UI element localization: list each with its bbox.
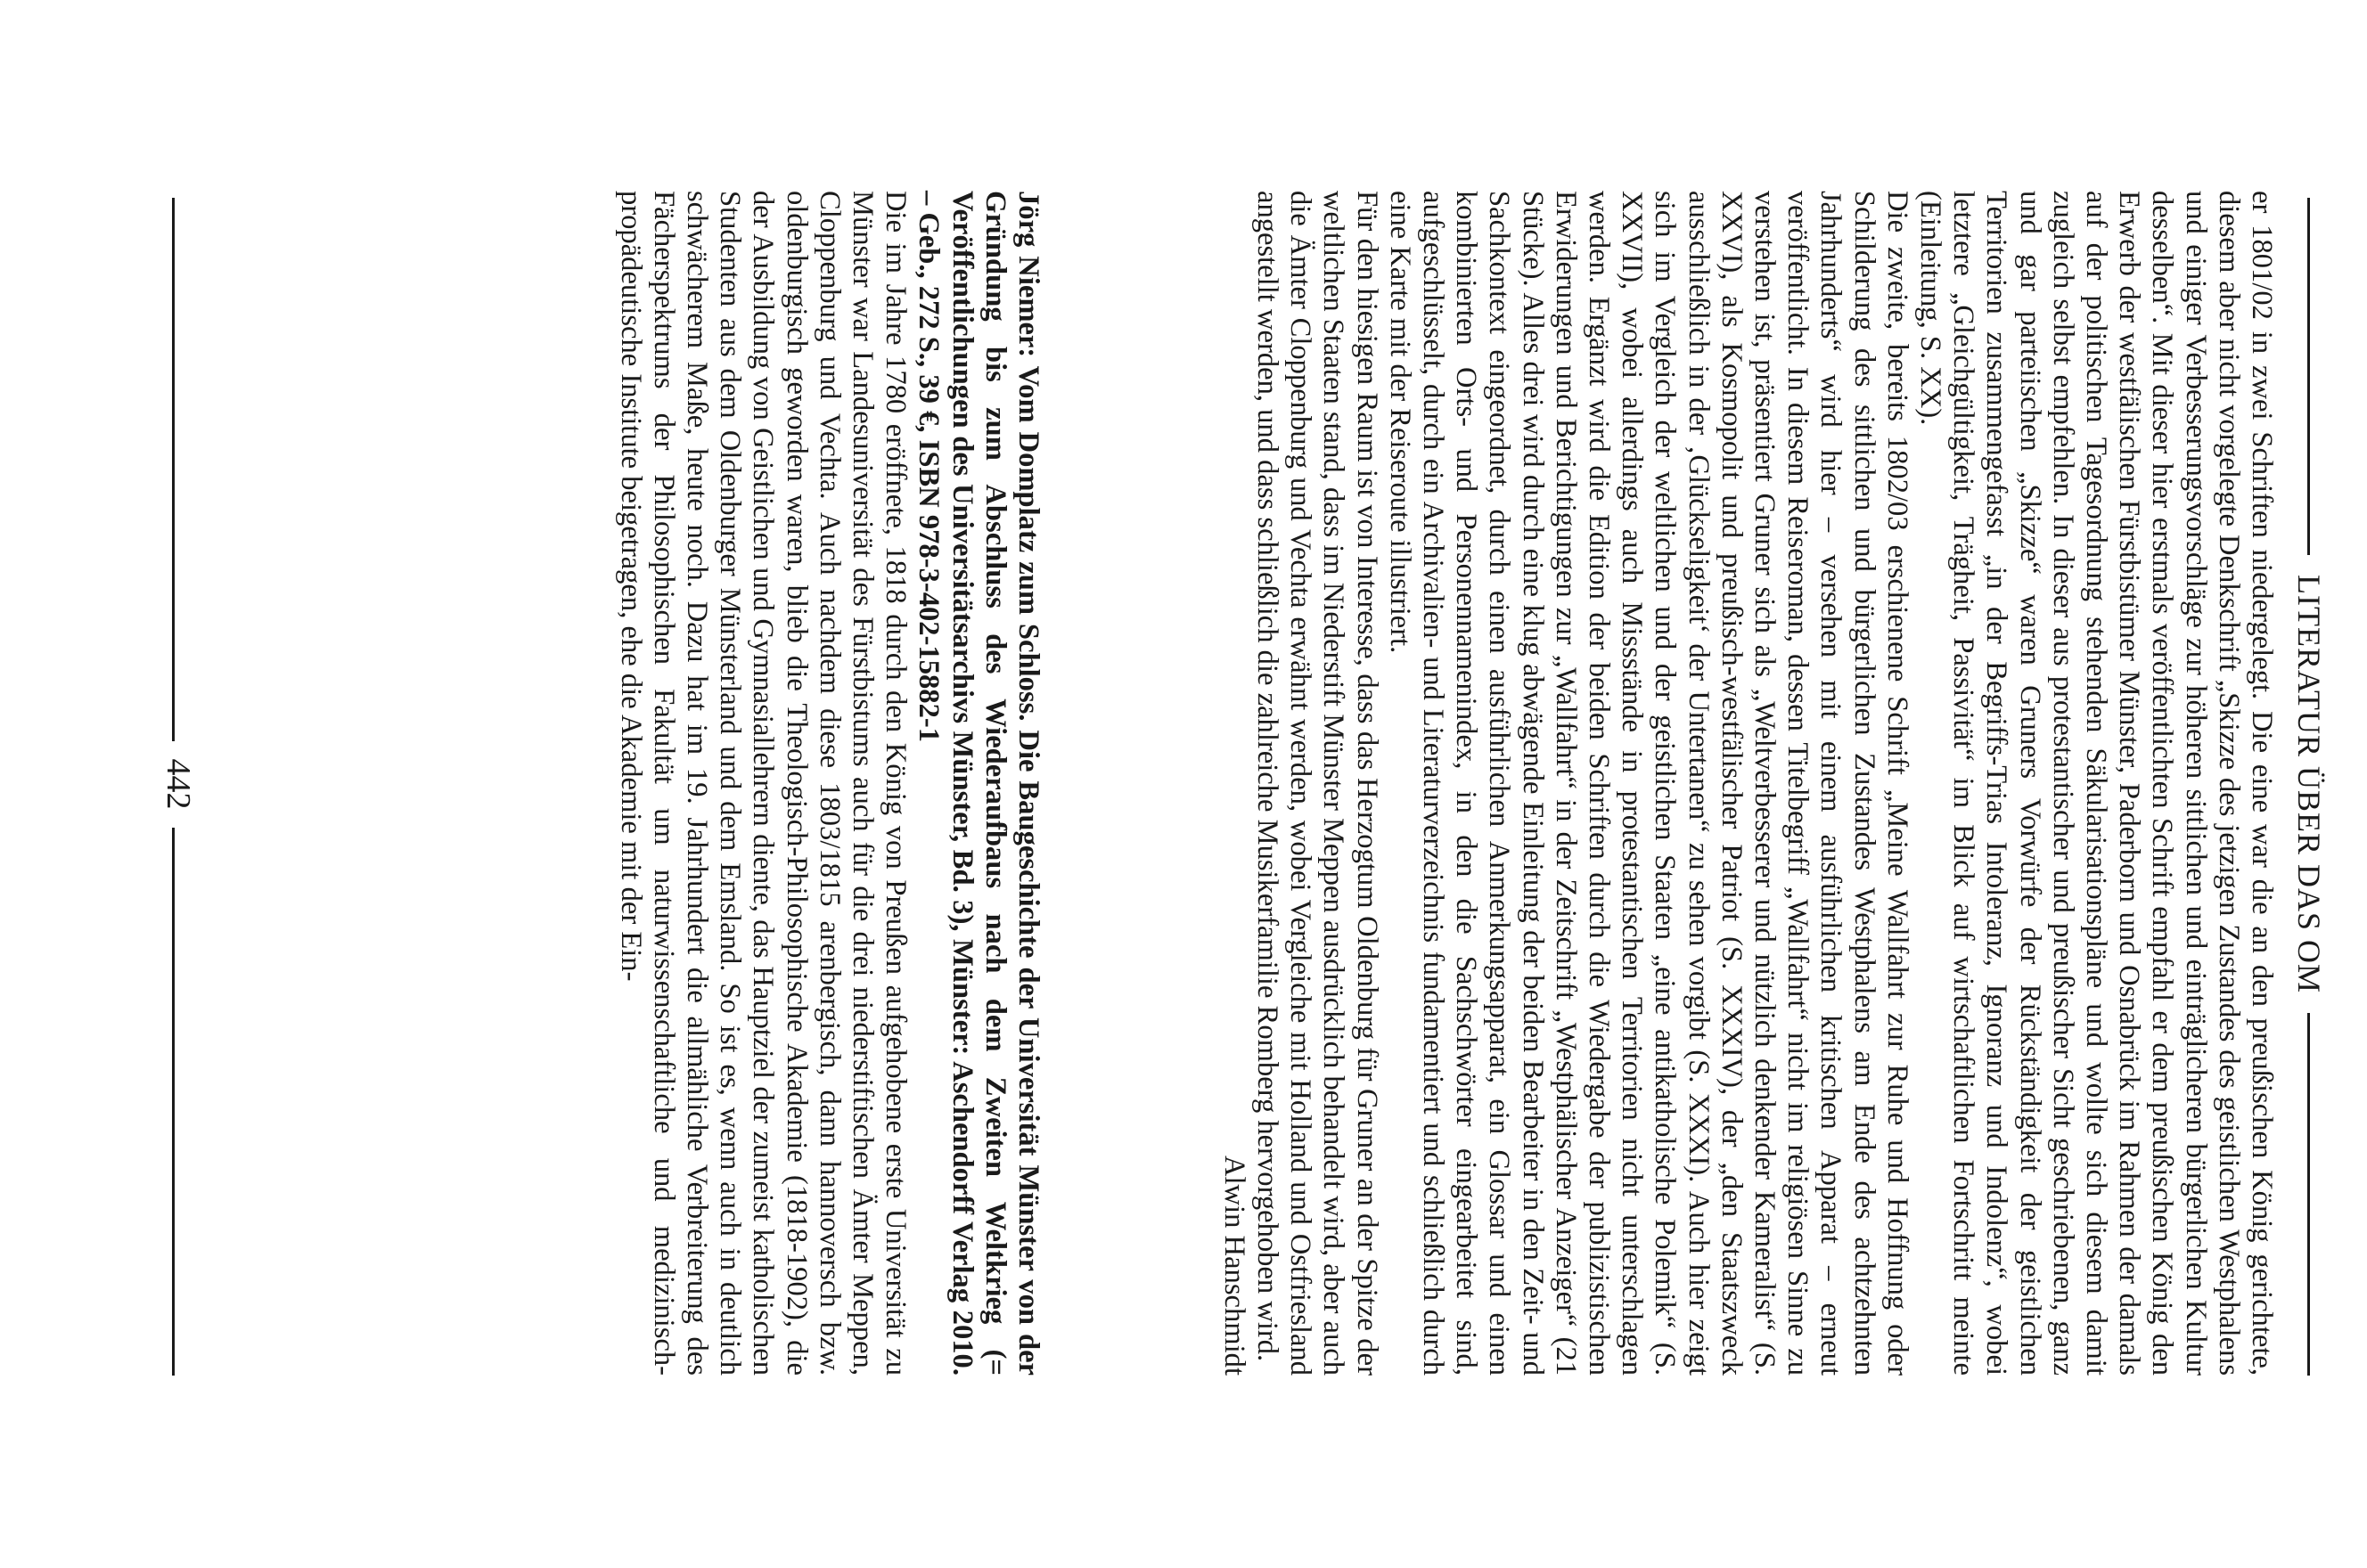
running-header-text: LITERATUR ÜBER DAS OM (2291, 555, 2327, 1013)
running-header (2290, 0, 2328, 1568)
review-two (613, 191, 1044, 1376)
review-one-paragraph-3: Für den hiesigen Raum ist von Interesse, dass das Herzogtum Oldenburg für Gruner an der Spitze der weltlichen Staaten stand, dass im Niederstift Münster Meppen ausdrücklich behandelt wird, aber auch die Ämter Cloppenburg und Vechta erwähnt werden, wobei Vergleiche mit Holland und Ostfriesland angestellt werden, und dass schließlich die zahlreiche Musikerfamilie Romberg hervorgehoben wird. (1250, 191, 1383, 1376)
page-number: 442 (160, 741, 197, 828)
review-one-signature: Alwin Hanschmidt (1217, 1155, 1250, 1376)
review-one (1217, 191, 2279, 1376)
review-one-paragraph-2: Die zweite, bereits 1802/03 erschienene Schrift „Meine Wallfahrt zur Ruhe und Hoffnung oder Schilderung des sittlichen und bürgerlichen Zustandes Westphalens am Ende des achtzehnten Jahrhunderts“ wird hier – versehen mit einem ausführlichen kritischen Apparat – erneut veröffentlicht. In diesem Reiseroman, dessen Titelbegriff „Wallfahrt“ nicht im religiösen Sinne zu verstehen ist, präsentiert Gruner sich als „Weltverbesserer und nützlich denkender Kameralist“ (S. XXVI), als Kosmopolit und preußisch-westfälischer Patriot (S. XXXIV), der „den Staatszweck ausschließlich in der ‚Glückseligkeit‘ der Untertanen“ zu sehen vorgibt (S. XXXI). Auch hier zeigt sich im Vergleich der weltlichen und der geistlichen Staaten „eine antikatholische Polemik“ (S. XXVII), wobei allerdings auch Missstände in protestantischen Territorien nicht unterschlagen werden. Ergänzt wird die Edition der beiden Schriften durch die Wiedergabe der publizistischen Erwiderungen und Berichtigungen zur „Wallfahrt“ in der Zeitschrift „Westphälischer Anzeiger“ (21 Stücke). Alles drei wird durch eine klug abwägende Einleitung der beiden Bearbeiter in den Zeit- und Sachkontext eingeordnet, durch einen ausführlichen Anmerkungsapparat, ein Glossar und einen kombinierten Orts- und Personennamenindex, in den die Sachschwörter eingearbeitet sind, aufgeschlüsselt, durch ein Archivalien- und Literaturverzeichnis fundamentiert und schließlich durch eine Karte mit der Reiseroute illustriert. (1383, 191, 1913, 1376)
review-two-paragraph-1: Die im Jahre 1780 eröffnete, 1818 durch den König von Preußen aufgehobene erste Universität zu Münster war Landesuniversität des Fürstbistums auch für die drei niederstiftischen Ämter Meppen, Cloppenburg und Vechta. Auch nachdem diese 1803/1815 arenbergisch, dann hannoversch bzw. oldenburgisch geworden waren, blieb die Theologisch-Philosophische Akademie (1818-1902), die der Ausbildung von Geistlichen und Gymnasiallehrern diente, das Hauptziel der zumeist katholischen Studenten aus dem Oldenburger Münsterland und dem Emsland. So ist es, wenn auch in deutlich schwächerem Maße, heute noch. Dazu hat im 19. Jahrhundert die allmähliche Verbreiterung des Fächerspektrums der Philosophischen Fakultät um naturwissenschaftliche und medizinisch-propädeutische Institute beigetragen, ehe die Akademie mit der Ein- (614, 191, 913, 1376)
review-two-bibliography: Jörg Niemer: Vom Domplatz zum Schloss. Die Baugeschichte der Universität Münster von der Gründung bis zum Abschluss des Wiederaufbaus nach dem Zweiten Weltkrieg (= Veröffentlichungen des Universitätsarchivs Münster, Bd. 3), Münster: Aschendorff Verlag 2010. – Geb., 272 S., 39 €, ISBN 978-3-402-15882-1 (913, 191, 1044, 1376)
page-footer (159, 0, 198, 1568)
review-one-paragraph-1: er 1801/02 in zwei Schriften niedergelegt. Die eine war die an den preußischen König gerichtete, diesem aber nicht vorgelegte Denkschrift „Skizze des jetzigen Zustandes des geistlichen Westphalens und einiger Verbesserungsvorschläge zur höheren sittlichen und einträglicheren bürgerlichen Kultur desselben“. Mit dieser hier erstmals veröffentlichten Schrift empfahl er dem preußischen König den Erwerb der westfälischen Fürstbistümer Münster, Paderborn und Osnabrück im Rahmen der damals auf der politischen Tagesordnung stehenden Säkularisationspläne und wollte sich diesem damit zugleich selbst empfehlen. In dieser aus protestantischer und preußischer Sicht geschriebenen, ganz und gar parteiischen „Skizze“ waren Gruners Vorwürfe der Rückständigkeit der geistlichen Territorien zusammengefasst „in der Begriffs-Trias Intoleranz, Ignoranz und Indolenz“, wobei letztere „Gleichgültigkeit, Trägheit, Passivität“ im Blick auf wirtschaftlichen Fortschritt meinte (Einleitung, S. XX). (1913, 191, 2278, 1376)
